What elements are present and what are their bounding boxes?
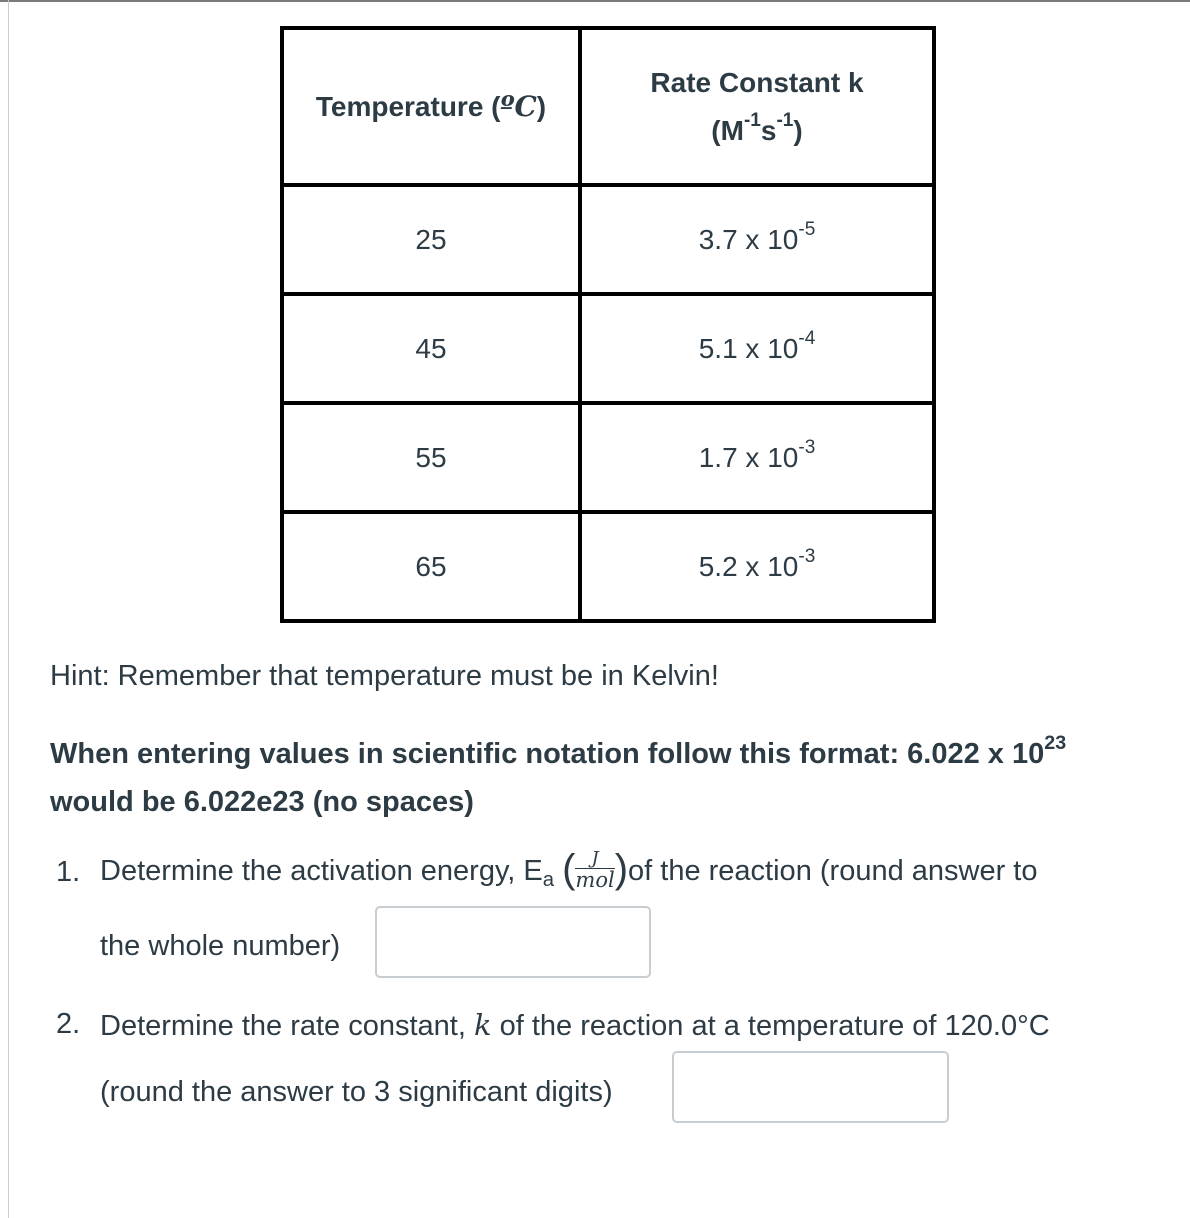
rate-constant-input[interactable] bbox=[672, 1051, 949, 1123]
question-1-line1: Determine the activation energy, $E_a$ ( $\frac{J}{\text{mol}}$ )of the reaction (round answer to bbox=[100, 847, 1038, 892]
rate-constant-table bbox=[280, 26, 936, 623]
table-row bbox=[282, 403, 934, 512]
question-1-number: 1. bbox=[56, 856, 81, 888]
rate-constant-cell: 5.1 x $10^{-4}$ bbox=[580, 294, 934, 403]
left-border bbox=[8, 0, 9, 1218]
activation-energy-input[interactable] bbox=[375, 906, 651, 978]
table-row bbox=[282, 294, 934, 403]
question-2-line2: (round the answer to 3 significant digits) bbox=[100, 1076, 613, 1108]
question-1-line2: the whole number) bbox=[100, 930, 341, 962]
table-row bbox=[282, 185, 934, 294]
rate-constant-header-unit: $(M^{-1}s^{-1})$ bbox=[711, 110, 803, 146]
rate-constant-header bbox=[580, 28, 934, 185]
rate-constant-cell: 1.7 x $10^{-3}$ bbox=[580, 403, 934, 512]
top-border bbox=[0, 0, 1190, 2]
question-2-number: 2. bbox=[56, 1008, 81, 1040]
rate-constant-header-title: Rate Constant k bbox=[650, 66, 864, 98]
table-header-row bbox=[282, 28, 934, 185]
temperature-cell: 55 bbox=[282, 403, 580, 512]
j-per-mol-fraction: $\frac{J}{\text{mol}}$ bbox=[575, 848, 615, 892]
scientific-notation-note: When entering values in scientific notation follow this format: 6.022 x $10^{23}$ would be 6.022e23 (no spaces) bbox=[50, 732, 1067, 818]
temperature-header: Temperature (ºC) bbox=[282, 28, 580, 185]
kelvin-hint: Hint: Remember that temperature must be in Kelvin! bbox=[50, 660, 719, 692]
temperature-cell: 65 bbox=[282, 512, 580, 621]
temperature-cell: 25 bbox=[282, 185, 580, 294]
rate-constant-cell: 3.7 x $10^{-5}$ bbox=[580, 185, 934, 294]
rate-constant-cell: 5.2 x $10^{-3}$ bbox=[580, 512, 934, 621]
temperature-cell: 45 bbox=[282, 294, 580, 403]
question-2-line1: Determine the rate constant, k of the reaction at a temperature of 120.0°C bbox=[100, 1008, 1050, 1042]
table-row bbox=[282, 512, 934, 621]
